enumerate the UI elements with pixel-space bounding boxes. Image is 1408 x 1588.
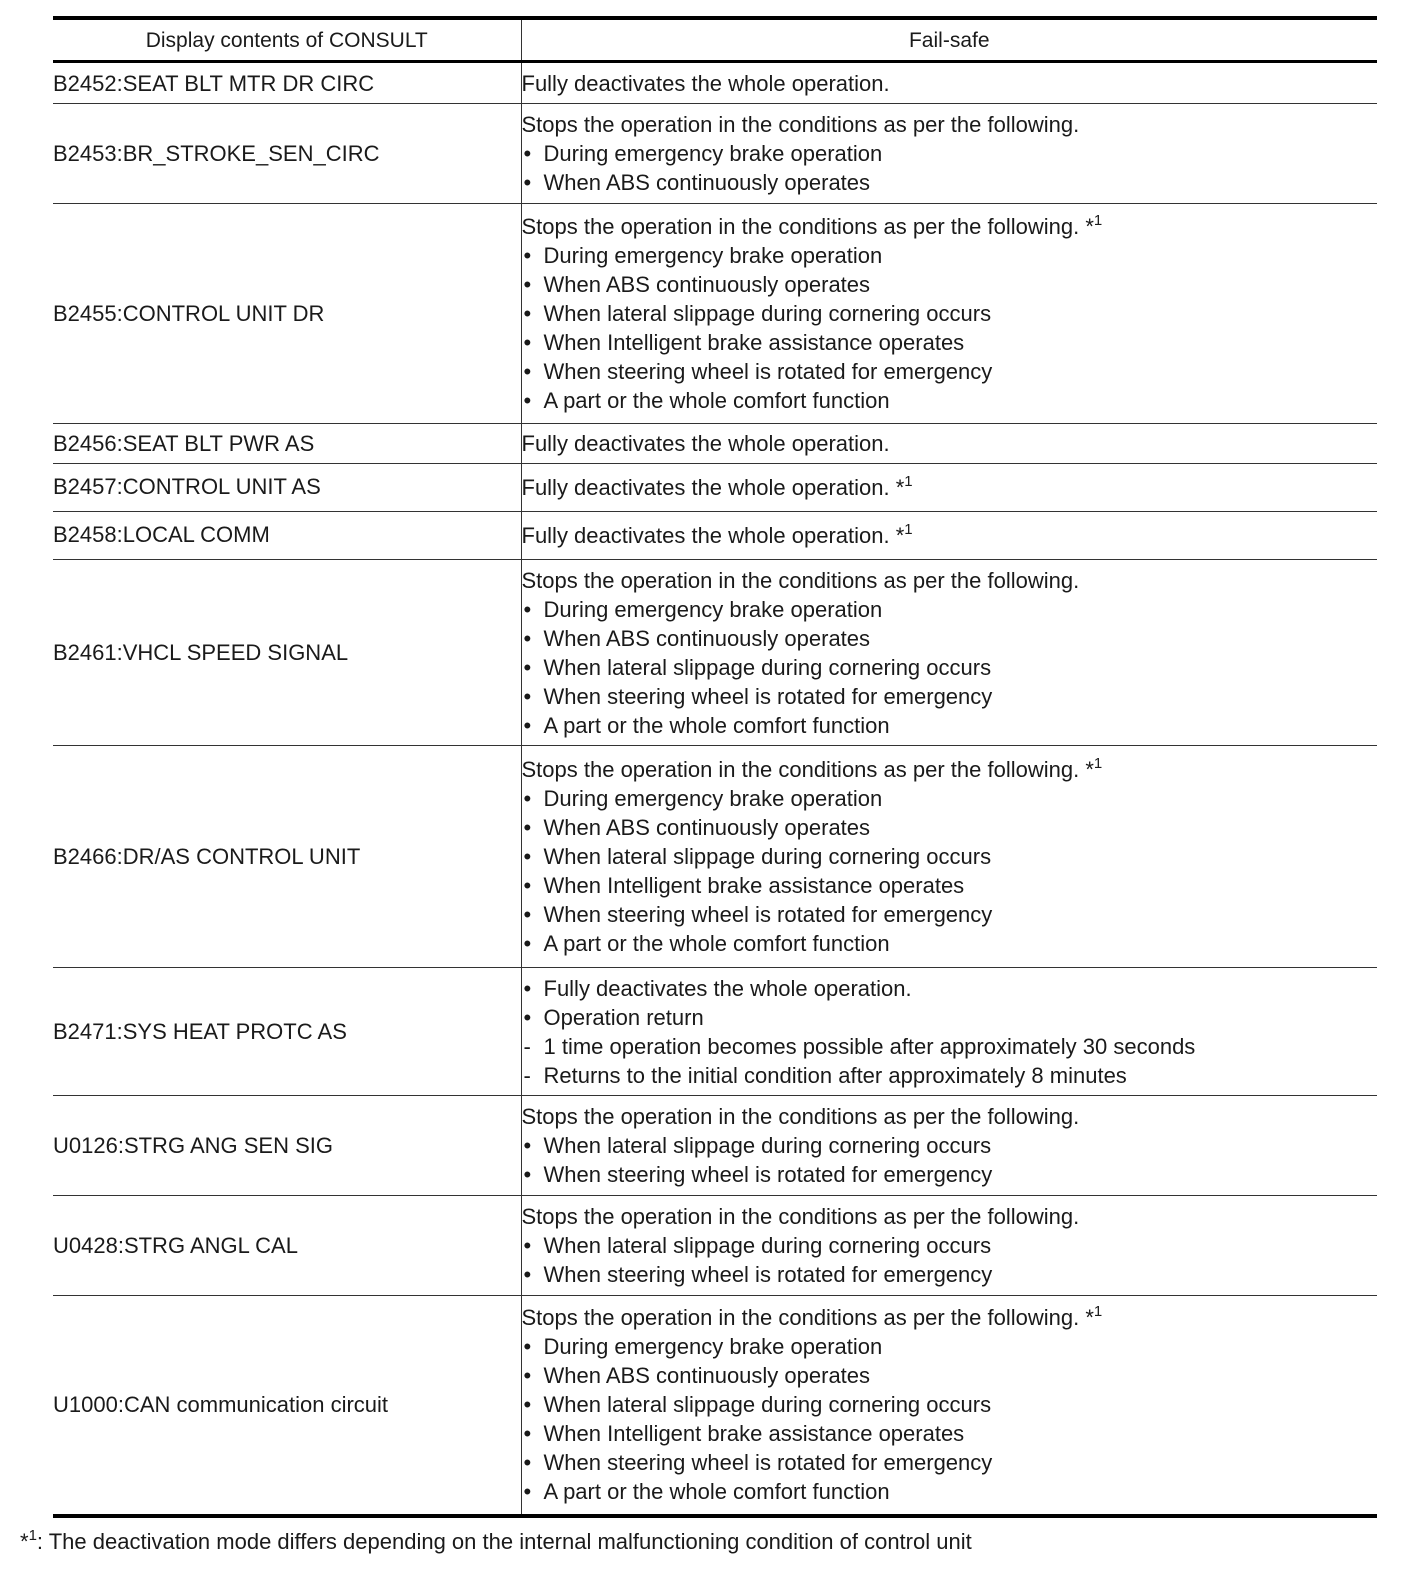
condition-text: When steering wheel is rotated for emergency xyxy=(543,683,993,709)
bullet-marker: • xyxy=(523,1421,532,1447)
condition-list-item xyxy=(522,328,1378,357)
condition-list-item xyxy=(522,974,1378,1003)
condition-text: During emergency brake operation xyxy=(543,596,883,622)
fail-safe-cell xyxy=(521,204,1377,424)
table-row xyxy=(53,560,1377,746)
display-contents-cell: B2458:LOCAL COMM xyxy=(53,512,521,560)
display-contents-cell: U0126:STRG ANG SEN SIG xyxy=(53,1096,521,1196)
condition-text: 1 time operation becomes possible after approximately 30 seconds xyxy=(543,1033,1196,1059)
table-row xyxy=(53,968,1377,1096)
condition-list-item xyxy=(522,1419,1378,1448)
bullet-marker: • xyxy=(523,873,532,898)
condition-list-item xyxy=(522,842,1378,871)
fail-safe-lead-text xyxy=(522,566,1378,595)
condition-list-item xyxy=(522,1361,1378,1390)
condition-list-item xyxy=(522,1260,1378,1289)
condition-list-item xyxy=(522,900,1378,929)
table-body xyxy=(53,62,1377,1516)
condition-list-item xyxy=(522,1160,1378,1189)
table-row xyxy=(53,1296,1377,1516)
condition-list-item xyxy=(522,1032,1378,1061)
table-row xyxy=(53,746,1377,968)
table-row xyxy=(53,62,1377,104)
bullet-marker: • xyxy=(523,388,532,413)
bullet-marker: • xyxy=(523,141,532,166)
display-contents-cell: B2457:CONTROL UNIT AS xyxy=(53,464,521,512)
condition-text: A part or the whole comfort function xyxy=(543,712,890,738)
bullet-marker: • xyxy=(523,844,532,869)
bullet-marker: • xyxy=(523,975,532,1001)
bullet-marker: • xyxy=(523,1450,532,1476)
lead-text: Fully deactivates the whole operation. xyxy=(521,475,890,500)
condition-text: When lateral slippage during cornering occurs xyxy=(543,844,992,869)
condition-list-item xyxy=(522,139,1378,168)
header-display-contents: Display contents of CONSULT xyxy=(53,18,521,62)
condition-text: When lateral slippage during cornering occurs xyxy=(543,1133,992,1158)
bullet-marker: • xyxy=(523,170,532,195)
fail-safe-lead-text xyxy=(522,1102,1378,1131)
condition-text: When steering wheel is rotated for emergency xyxy=(543,359,993,384)
condition-text: When lateral slippage during cornering occurs xyxy=(543,1233,992,1258)
lead-text: Fully deactivates the whole operation. xyxy=(521,523,890,548)
condition-text: During emergency brake operation xyxy=(543,786,883,811)
fail-safe-cell xyxy=(521,62,1377,104)
footnote-reference: *$^1$ xyxy=(895,521,913,548)
footnote-reference: *$^1$ xyxy=(1085,1303,1103,1331)
bullet-marker: • xyxy=(523,683,532,709)
table-header xyxy=(53,18,1377,62)
footnote-mark: *$^1$ xyxy=(20,1527,37,1554)
bullet-marker: • xyxy=(523,931,532,956)
condition-text: When steering wheel is rotated for emergency xyxy=(543,1450,993,1476)
fail-safe-lead-text xyxy=(522,755,1378,784)
header-row xyxy=(53,18,1377,62)
table-row xyxy=(53,1196,1377,1296)
footnote-reference: *$^1$ xyxy=(1085,212,1103,239)
condition-list-item xyxy=(522,1332,1378,1361)
condition-list-item xyxy=(522,595,1378,624)
table-row xyxy=(53,464,1377,512)
condition-list-item xyxy=(522,784,1378,813)
lead-text: Stops the operation in the conditions as per the following. xyxy=(521,567,1080,593)
fail-safe-cell xyxy=(521,1096,1377,1196)
fail-safe-cell xyxy=(521,968,1377,1096)
condition-list-item xyxy=(522,168,1378,197)
bullet-marker: • xyxy=(523,654,532,680)
display-contents-cell: B2466:DR/AS CONTROL UNIT xyxy=(53,746,521,968)
condition-list-item xyxy=(522,1448,1378,1477)
bullet-marker: • xyxy=(523,1004,532,1030)
bullet-marker: • xyxy=(523,712,532,738)
fail-safe-lead-text xyxy=(522,429,1378,458)
bullet-marker: • xyxy=(523,1479,532,1505)
condition-text: When Intelligent brake assistance operates xyxy=(543,873,965,898)
display-contents-cell: B2455:CONTROL UNIT DR xyxy=(53,204,521,424)
table-row xyxy=(53,512,1377,560)
condition-text: A part or the whole comfort function xyxy=(543,388,890,413)
condition-list-item xyxy=(522,711,1378,740)
bullet-marker: • xyxy=(523,1262,532,1287)
condition-text: When Intelligent brake assistance operates xyxy=(543,1421,965,1447)
fail-safe-cell xyxy=(521,1196,1377,1296)
table-row xyxy=(53,204,1377,424)
condition-text: When lateral slippage during cornering occurs xyxy=(543,301,992,326)
table-row xyxy=(53,424,1377,464)
bullet-marker: • xyxy=(523,359,532,384)
fail-safe-table xyxy=(53,16,1377,1518)
condition-text: When Intelligent brake assistance operates xyxy=(543,330,965,355)
dash-marker: - xyxy=(523,1033,531,1059)
fail-safe-cell xyxy=(521,104,1377,204)
condition-text: During emergency brake operation xyxy=(543,1334,883,1360)
header-fail-safe: Fail-safe xyxy=(521,18,1377,62)
fail-safe-lead-text xyxy=(522,1202,1378,1231)
condition-list-item xyxy=(522,1231,1378,1260)
bullet-marker: • xyxy=(523,330,532,355)
bullet-marker: • xyxy=(523,1334,532,1360)
condition-list-item xyxy=(522,1061,1378,1090)
bullet-marker: • xyxy=(523,902,532,927)
display-contents-cell: B2471:SYS HEAT PROTC AS xyxy=(53,968,521,1096)
condition-list-item xyxy=(522,1003,1378,1032)
condition-text: Returns to the initial condition after approximately 8 minutes xyxy=(543,1062,1127,1088)
bullet-marker: • xyxy=(523,301,532,326)
condition-text: A part or the whole comfort function xyxy=(543,931,890,956)
condition-text: When lateral slippage during cornering occurs xyxy=(543,654,992,680)
fail-safe-lead-text xyxy=(522,521,1378,550)
table-row xyxy=(53,104,1377,204)
lead-text: Fully deactivates the whole operation. xyxy=(521,70,890,96)
condition-list-item xyxy=(522,299,1378,328)
condition-list-item xyxy=(522,682,1378,711)
bullet-marker: • xyxy=(523,815,532,840)
lead-text: Stops the operation in the conditions as per the following. xyxy=(521,1204,1080,1229)
footnote-reference: *$^1$ xyxy=(1085,755,1103,782)
lead-text: Stops the operation in the conditions as per the following. xyxy=(521,112,1080,137)
condition-text: A part or the whole comfort function xyxy=(543,1479,890,1505)
fail-safe-cell xyxy=(521,560,1377,746)
bullet-marker: • xyxy=(523,243,532,268)
condition-list-item xyxy=(522,624,1378,653)
condition-list-item xyxy=(522,270,1378,299)
fail-safe-cell xyxy=(521,512,1377,560)
fail-safe-cell xyxy=(521,424,1377,464)
fail-safe-lead-text xyxy=(522,110,1378,139)
bullet-marker: • xyxy=(523,1233,532,1258)
lead-text: Stops the operation in the conditions as per the following. xyxy=(521,1104,1080,1129)
condition-list-item xyxy=(522,653,1378,682)
bullet-marker: • xyxy=(523,625,532,651)
condition-text: Fully deactivates the whole operation. xyxy=(543,975,912,1001)
condition-list-item xyxy=(522,357,1378,386)
fail-safe-cell xyxy=(521,464,1377,512)
lead-text: Stops the operation in the conditions as per the following. xyxy=(521,757,1080,782)
fail-safe-cell xyxy=(521,1296,1377,1516)
fail-safe-lead-text xyxy=(522,69,1378,98)
fail-safe-lead-text xyxy=(522,1303,1378,1332)
bullet-marker: • xyxy=(523,272,532,297)
fail-safe-lead-text xyxy=(522,212,1378,241)
display-contents-cell: B2461:VHCL SPEED SIGNAL xyxy=(53,560,521,746)
display-contents-cell: B2456:SEAT BLT PWR AS xyxy=(53,424,521,464)
display-contents-cell: B2452:SEAT BLT MTR DR CIRC xyxy=(53,62,521,104)
condition-text: When lateral slippage during cornering occurs xyxy=(543,1392,992,1418)
condition-text: When ABS continuously operates xyxy=(543,272,871,297)
display-contents-cell: U0428:STRG ANGL CAL xyxy=(53,1196,521,1296)
footnote-reference: *$^1$ xyxy=(895,473,913,500)
condition-text: When ABS continuously operates xyxy=(543,815,871,840)
table-row xyxy=(53,1096,1377,1196)
condition-text: When ABS continuously operates xyxy=(543,625,871,651)
condition-list-item xyxy=(522,386,1378,415)
bullet-marker: • xyxy=(523,1392,532,1418)
footnote-text: : The deactivation mode differs depending on the internal malfunctioning condition of control unit xyxy=(36,1529,972,1554)
bullet-marker: • xyxy=(523,786,532,811)
fail-safe-lead-text xyxy=(522,473,1378,502)
condition-list-item xyxy=(522,1477,1378,1506)
condition-list-item xyxy=(522,929,1378,958)
condition-text: When ABS continuously operates xyxy=(543,170,871,195)
display-contents-cell: B2453:BR_STROKE_SEN_CIRC xyxy=(53,104,521,204)
condition-text: When steering wheel is rotated for emergency xyxy=(543,1162,993,1187)
bullet-marker: • xyxy=(523,1162,532,1187)
footnote xyxy=(20,1527,972,1556)
condition-text: Operation return xyxy=(543,1004,704,1030)
condition-list-item xyxy=(522,1131,1378,1160)
condition-list-item xyxy=(522,1390,1378,1419)
dash-marker: - xyxy=(523,1062,531,1088)
condition-text: During emergency brake operation xyxy=(543,243,883,268)
display-contents-cell: U1000:CAN communication circuit xyxy=(53,1296,521,1516)
condition-text: When steering wheel is rotated for emergency xyxy=(543,1262,993,1287)
lead-text: Fully deactivates the whole operation. xyxy=(521,431,890,456)
lead-text: Stops the operation in the conditions as per the following. xyxy=(521,214,1080,239)
bullet-marker: • xyxy=(523,1133,532,1158)
fail-safe-cell xyxy=(521,746,1377,968)
bullet-marker: • xyxy=(523,1363,532,1389)
bullet-marker: • xyxy=(523,596,532,622)
condition-text: When steering wheel is rotated for emergency xyxy=(543,902,993,927)
condition-list-item xyxy=(522,241,1378,270)
condition-list-item xyxy=(522,813,1378,842)
lead-text: Stops the operation in the conditions as per the following. xyxy=(521,1305,1080,1331)
condition-text: During emergency brake operation xyxy=(543,141,883,166)
condition-text: When ABS continuously operates xyxy=(543,1363,871,1389)
condition-list-item xyxy=(522,871,1378,900)
